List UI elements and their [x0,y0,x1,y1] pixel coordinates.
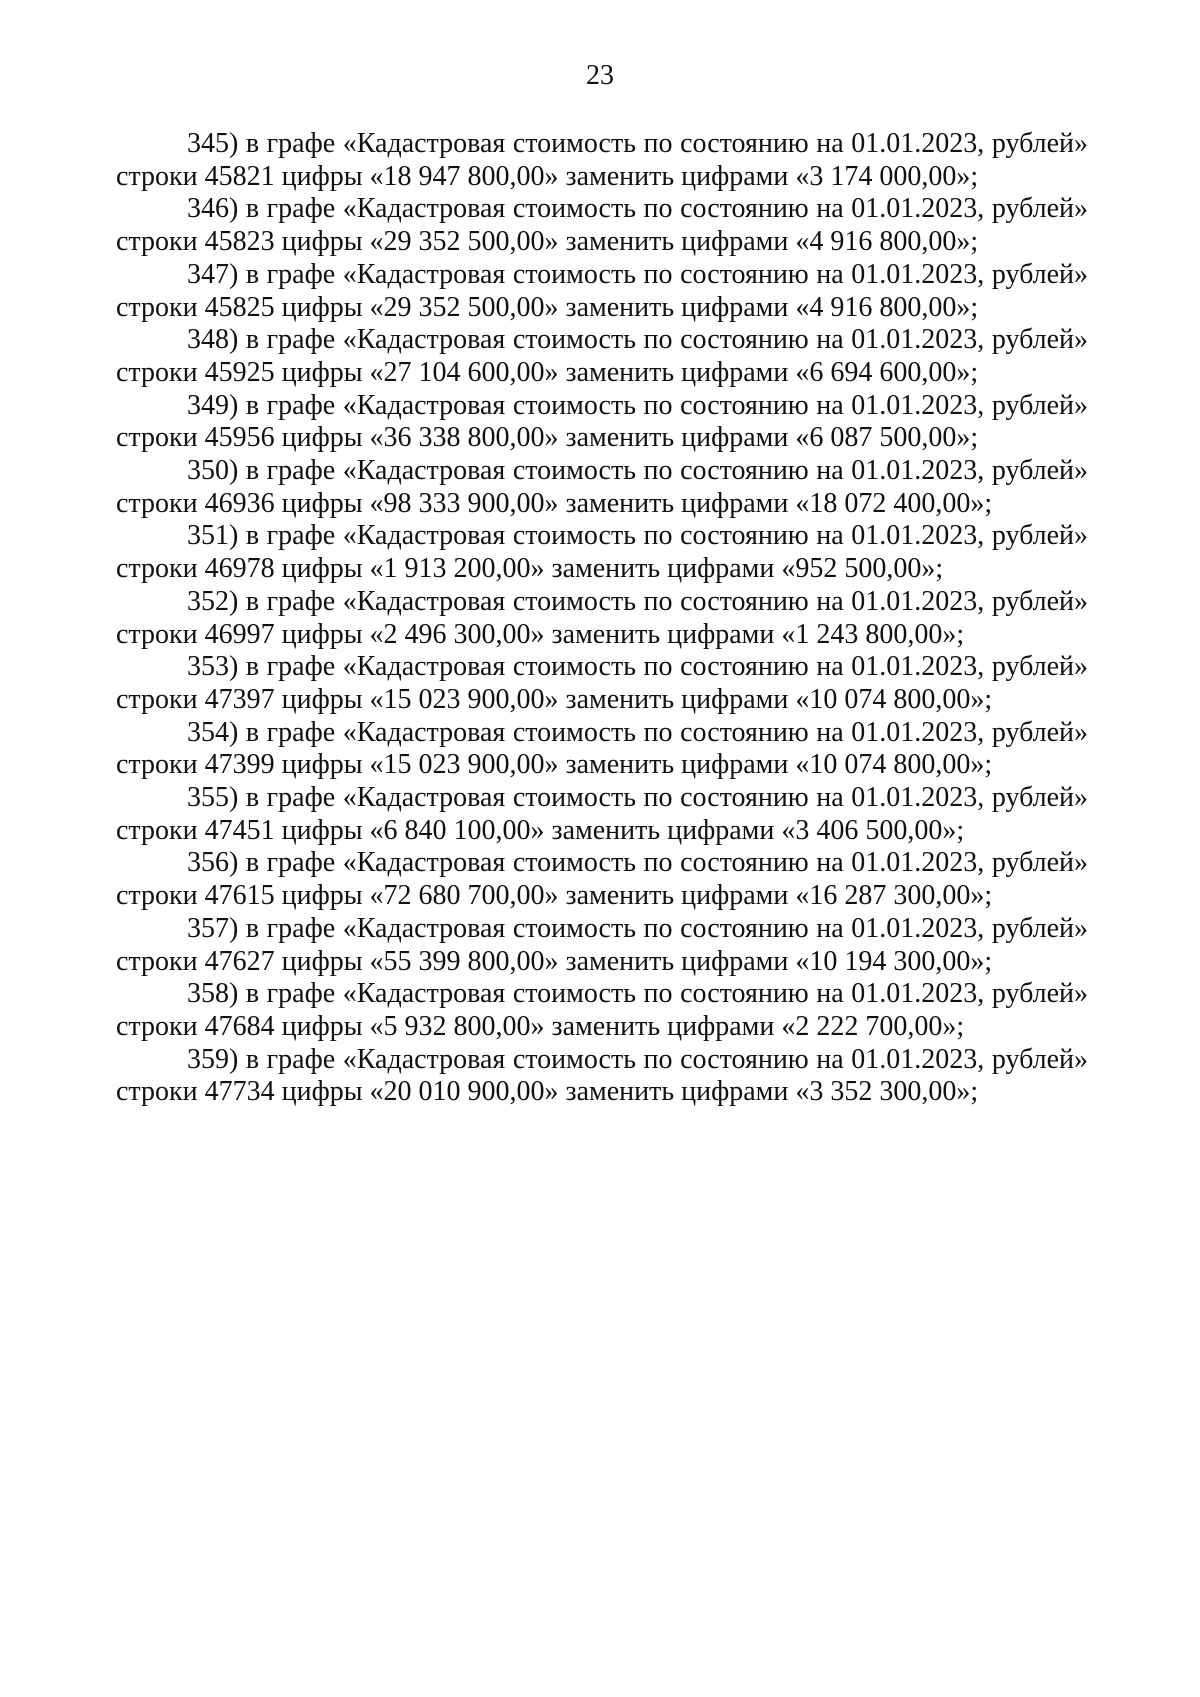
phrase-row: строки [116,814,198,846]
amendment-item [116,259,1088,324]
phrase-row: строки [116,945,198,977]
amendment-item [116,847,1088,912]
row-number: 45925 [204,356,275,388]
phrase-replace: заменить цифрами [565,945,789,977]
document-body [116,128,1088,1109]
phrase-row: строки [116,553,198,585]
new-value: «18 072 400,00»; [795,487,993,519]
column-name: «Кадастровая стоимость по состоянию на 01.01.2023, рублей» [342,389,1089,421]
new-value: «952 500,00»; [781,553,944,585]
phrase-row: строки [116,422,198,454]
item-number: 352) [187,585,239,617]
phrase-digits: цифры [281,422,363,454]
phrase-replace: заменить цифрами [565,422,789,454]
phrase-row: строки [116,618,198,650]
amendment-item [116,586,1088,651]
old-value: «5 932 800,00» [369,1010,545,1042]
item-number: 357) [187,912,239,944]
item-number: 347) [187,258,239,290]
phrase-row: строки [116,291,198,323]
new-value: «1 243 800,00»; [781,618,965,650]
new-value: «6 087 500,00»; [795,422,979,454]
phrase-replace: заменить цифрами [565,749,789,781]
phrase-in-column: в графе [245,455,336,487]
column-name: «Кадастровая стоимость по состоянию на 01.01.2023, рублей» [342,193,1089,225]
row-number: 46997 [204,618,275,650]
new-value: «10 074 800,00»; [795,683,993,715]
phrase-in-column: в графе [245,193,336,225]
phrase-replace: заменить цифрами [565,291,789,323]
phrase-replace: заменить цифрами [551,618,775,650]
column-name: «Кадастровая стоимость по состоянию на 01.01.2023, рублей» [342,847,1089,879]
amendment-list [116,128,1088,1109]
column-name: «Кадастровая стоимость по состоянию на 01.01.2023, рублей» [342,455,1089,487]
phrase-in-column: в графе [245,585,336,617]
column-name: «Кадастровая стоимость по состоянию на 01.01.2023, рублей» [342,782,1089,814]
row-number: 46978 [204,553,275,585]
item-number: 350) [187,455,239,487]
phrase-replace: заменить цифрами [565,356,789,388]
amendment-item [116,782,1088,847]
row-number: 45825 [204,291,275,323]
phrase-replace: заменить цифрами [565,487,789,519]
column-name: «Кадастровая стоимость по состоянию на 01.01.2023, рублей» [342,1043,1089,1075]
column-name: «Кадастровая стоимость по состоянию на 01.01.2023, рублей» [342,324,1089,356]
amendment-item [116,717,1088,782]
phrase-in-column: в графе [245,520,336,552]
old-value: «29 352 500,00» [369,291,559,323]
phrase-digits: цифры [281,749,363,781]
old-value: «2 496 300,00» [369,618,545,650]
phrase-row: строки [116,880,198,912]
column-name: «Кадастровая стоимость по состоянию на 01.01.2023, рублей» [342,128,1089,159]
new-value: «16 287 300,00»; [795,880,993,912]
phrase-replace: заменить цифрами [565,683,789,715]
column-name: «Кадастровая стоимость по состоянию на 01.01.2023, рублей» [342,912,1089,944]
phrase-in-column: в графе [245,651,336,683]
column-name: «Кадастровая стоимость по состоянию на 01.01.2023, рублей» [342,978,1089,1010]
phrase-in-column: в графе [245,1043,336,1075]
item-number: 356) [187,847,239,879]
new-value: «4 916 800,00»; [795,291,979,323]
phrase-digits: цифры [281,683,363,715]
row-number: 45956 [204,422,275,454]
phrase-row: строки [116,1076,198,1108]
phrase-in-column: в графе [245,912,336,944]
phrase-in-column: в графе [245,128,336,159]
phrase-digits: цифры [281,1076,363,1108]
phrase-row: строки [116,1010,198,1042]
old-value: «27 104 600,00» [369,356,559,388]
phrase-digits: цифры [281,291,363,323]
old-value: «98 333 900,00» [369,487,559,519]
old-value: «6 840 100,00» [369,814,545,846]
phrase-row: строки [116,749,198,781]
phrase-replace: заменить цифрами [565,1076,789,1108]
column-name: «Кадастровая стоимость по состоянию на 01.01.2023, рублей» [342,258,1089,290]
row-number: 47615 [204,880,275,912]
item-number: 355) [187,782,239,814]
row-number: 47684 [204,1010,275,1042]
new-value: «3 352 300,00»; [795,1076,979,1108]
row-number: 47451 [204,814,275,846]
phrase-replace: заменить цифрами [565,160,789,192]
old-value: «36 338 800,00» [369,422,559,454]
old-value: «18 947 800,00» [369,160,559,192]
old-value: «55 399 800,00» [369,945,559,977]
amendment-item [116,520,1088,585]
amendment-item [116,913,1088,978]
phrase-row: строки [116,226,198,258]
page-number: 23 [586,60,614,91]
phrase-row: строки [116,683,198,715]
amendment-item [116,1044,1088,1109]
new-value: «6 694 600,00»; [795,356,979,388]
phrase-in-column: в графе [245,389,336,421]
phrase-replace: заменить цифрами [565,226,789,258]
new-value: «3 174 000,00»; [795,160,979,192]
item-number: 354) [187,716,239,748]
phrase-in-column: в графе [245,782,336,814]
phrase-row: строки [116,356,198,388]
row-number: 47734 [204,1076,275,1108]
phrase-digits: цифры [281,880,363,912]
column-name: «Кадастровая стоимость по состоянию на 01.01.2023, рублей» [342,585,1089,617]
phrase-digits: цифры [281,1010,363,1042]
phrase-digits: цифры [281,160,363,192]
phrase-in-column: в графе [245,978,336,1010]
row-number: 47397 [204,683,275,715]
amendment-item [116,128,1088,193]
old-value: «15 023 900,00» [369,749,559,781]
amendment-item [116,324,1088,389]
phrase-in-column: в графе [245,324,336,356]
phrase-digits: цифры [281,487,363,519]
column-name: «Кадастровая стоимость по состоянию на 01.01.2023, рублей» [342,651,1089,683]
row-number: 47627 [204,945,275,977]
item-number: 351) [187,520,239,552]
row-number: 45821 [204,160,275,192]
phrase-in-column: в графе [245,258,336,290]
phrase-replace: заменить цифрами [551,814,775,846]
column-name: «Кадастровая стоимость по состоянию на 01.01.2023, рублей» [342,716,1089,748]
phrase-digits: цифры [281,553,363,585]
phrase-replace: заменить цифрами [551,1010,775,1042]
item-number: 348) [187,324,239,356]
amendment-item [116,978,1088,1043]
item-number: 349) [187,389,239,421]
new-value: «2 222 700,00»; [781,1010,965,1042]
item-number: 358) [187,978,239,1010]
phrase-replace: заменить цифрами [565,880,789,912]
old-value: «1 913 200,00» [369,553,545,585]
old-value: «15 023 900,00» [369,683,559,715]
row-number: 47399 [204,749,275,781]
phrase-in-column: в графе [245,716,336,748]
item-number: 346) [187,193,239,225]
new-value: «4 916 800,00»; [795,226,979,258]
phrase-row: строки [116,487,198,519]
row-number: 46936 [204,487,275,519]
phrase-digits: цифры [281,356,363,388]
item-number: 359) [187,1043,239,1075]
old-value: «72 680 700,00» [369,880,559,912]
item-number: 353) [187,651,239,683]
amendment-item [116,390,1088,455]
phrase-row: строки [116,160,198,192]
new-value: «10 194 300,00»; [795,945,993,977]
phrase-digits: цифры [281,618,363,650]
phrase-digits: цифры [281,226,363,258]
phrase-digits: цифры [281,814,363,846]
item-number: 345) [187,128,239,159]
new-value: «3 406 500,00»; [781,814,965,846]
amendment-item [116,193,1088,258]
column-name: «Кадастровая стоимость по состоянию на 01.01.2023, рублей» [342,520,1089,552]
phrase-digits: цифры [281,945,363,977]
row-number: 45823 [204,226,275,258]
new-value: «10 074 800,00»; [795,749,993,781]
old-value: «20 010 900,00» [369,1076,559,1108]
amendment-item [116,455,1088,520]
amendment-item [116,651,1088,716]
phrase-in-column: в графе [245,847,336,879]
old-value: «29 352 500,00» [369,226,559,258]
phrase-replace: заменить цифрами [551,553,775,585]
